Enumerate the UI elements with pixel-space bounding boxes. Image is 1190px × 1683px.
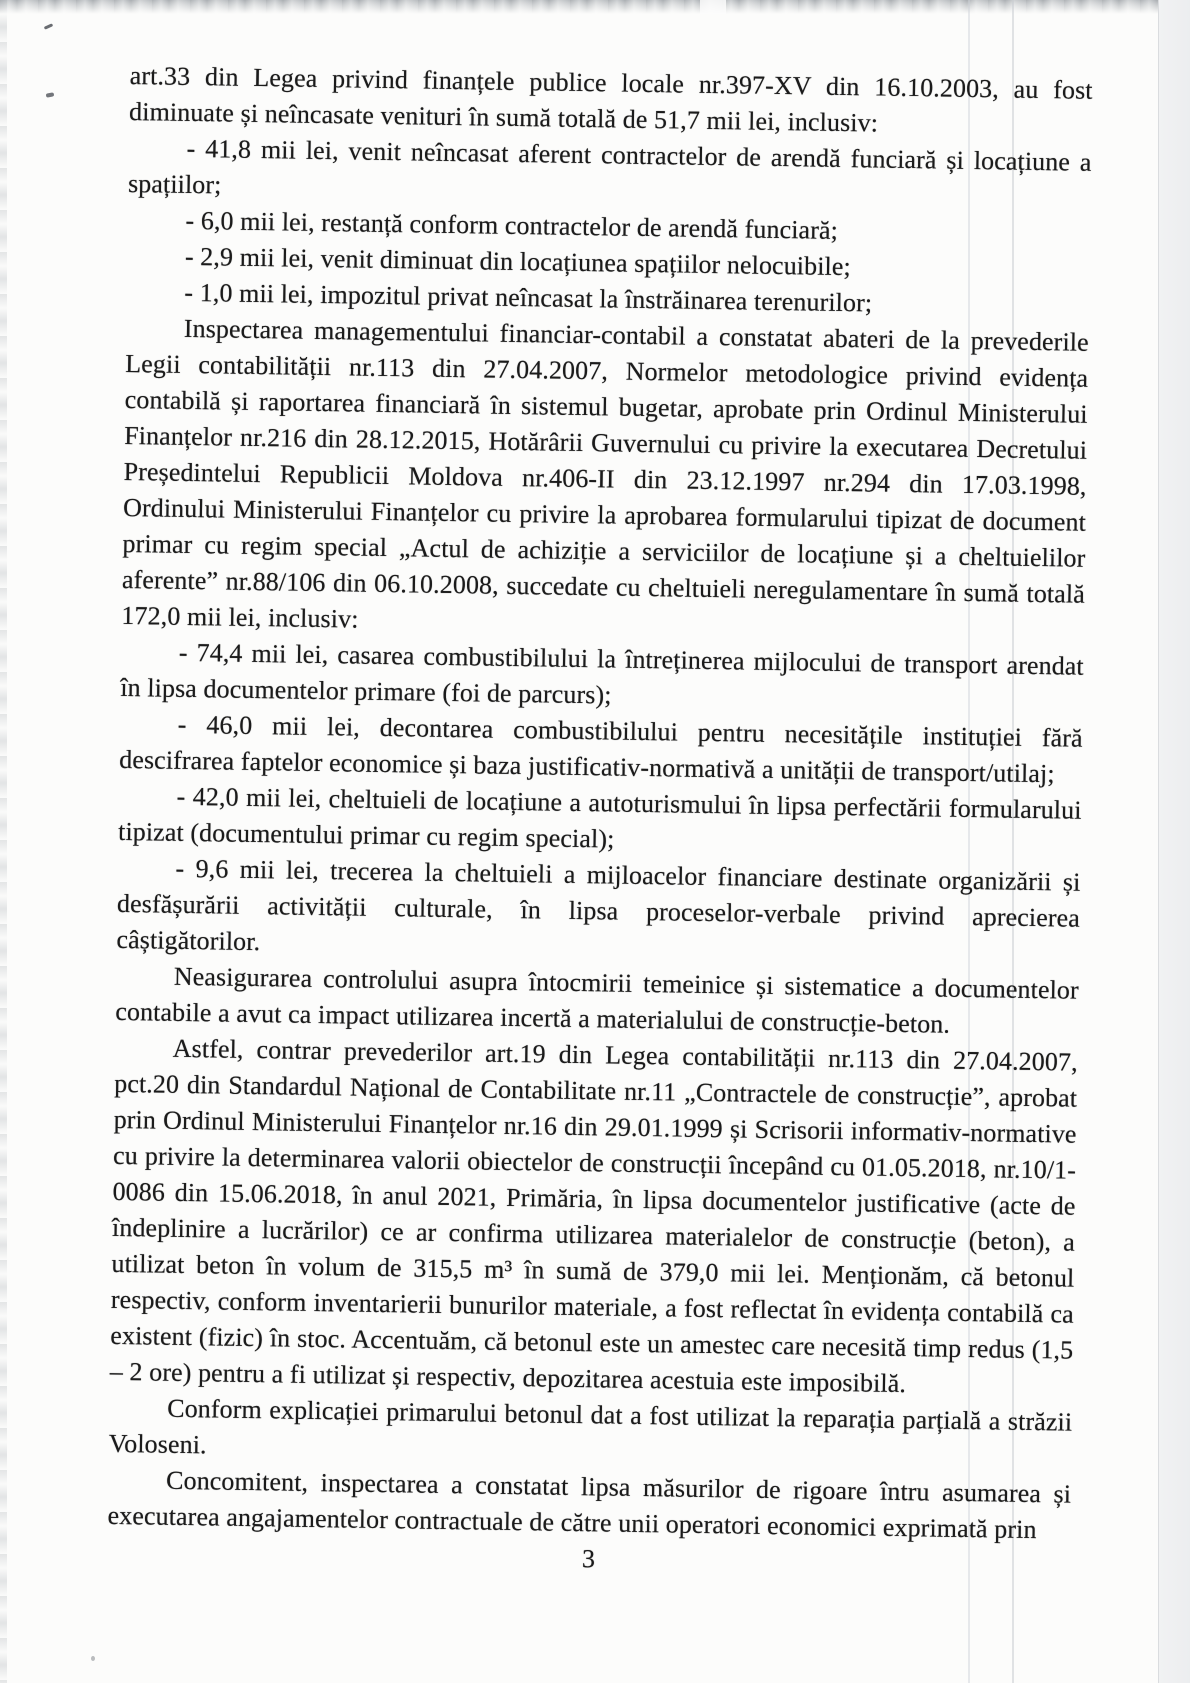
list-item-2-9-mii-lei: - 2,9 mii lei, venit diminuat din locațiunea spațiilor nelocuibile; xyxy=(184,241,852,282)
list-item-46-0-mii-lei: - 46,0 mii lei, decontarea combustibilului pentru necesitățile instituției fără descifrarea faptelor economice și baza justificativ-normativă a unității de transport/utilaj; xyxy=(119,709,1083,789)
paragraph-concomitent-inspectarea: Concomitent, inspectarea a constatat lipsa măsurilor de rigoare întru asumarea și executarea angajamentelor contractuale de către unii operatori economici exprimată prin xyxy=(107,1465,1072,1545)
page-number: 3 xyxy=(581,1544,596,1574)
scan-speck-bottom-left xyxy=(91,1656,95,1661)
list-item-42-0-mii-lei: - 42,0 mii lei, cheltuieli de locațiune a autoturismului în lipsa perfectării formularului tipizat (documentului primar cu regim special); xyxy=(117,781,1082,854)
scan-artifact-left-edge xyxy=(0,0,7,1683)
paragraph-neasigurarea-controlului: Neasigurarea controlului asupra întocmirii temeinice și sistematice a documentelor contabile a avut ca impact utilizarea incertă a materialului de construcție-beton. xyxy=(115,961,1080,1039)
scan-artifact-top-gap xyxy=(700,0,726,14)
paragraph-legea-finante-continuation: art.33 din Legea privind finanțele publice locale nr.397-XV din 16.10.2003, au fost diminuate și neîncasate venituri în sumă totală de 51,7 mii lei, inclusiv: xyxy=(128,60,1093,138)
paragraph-astfel-contrar-prevederilor: Astfel, contrar prevederilor art.19 din Legea contabilității nr.113 din 27.04.2007, pct.20 din Standardul Național de Contabilitate nr.11 „Contractele de construcție”, aprobat prin Ordinul Ministerului Finanțelor nr.16 din 29.01.1999 și Scrisorii informativ-normative cu privire la determinarea valorii obiectelor de construcții începând cu 01.05.2018, nr.10/1-0086 din 15.06.2018, în anul 2021, Primăria, în lipsa documentelor justificative (acte de îndeplinire a lucrărilor) ce ar confirma utilizarea materialelor de construcție (beton), a utilizat beton în volum de 315,5 m³ în sumă de 379,0 mii lei. Menționăm, că betonul respectiv, conform inventarierii bunurilor materiale, a fost reflectat în evidența contabilă ca existent (fizic) în stoc. Accentuăm, că betonul este un amestec care necesită timp redus (1,5 – 2 ore) pentru a fi utilizat și respectiv, depozitarea acestuia este imposibilă. xyxy=(109,1033,1078,1399)
pen-mark-top-left-2 xyxy=(46,92,55,97)
scan-artifact-right-band xyxy=(1158,0,1190,1683)
document-text-block xyxy=(107,58,1093,1585)
pen-mark-top-left-1 xyxy=(44,23,53,29)
list-item-41-8-mii-lei: - 41,8 mii lei, venit neîncasat aferent contractelor de arendă funciară și locațiune a spațiilor; xyxy=(127,133,1092,200)
paragraph-inspectarea-management: Inspectarea managementului financiar-contabil a constatat abateri de la prevederile Legii contabilității nr.113 din 27.04.2007, Normelor metodologice privind evidența contabilă și raportarea financiară în sistemul bugetar, aprobate prin Ordinul Ministerului Finanțelor nr.216 din 28.12.2015, Hotărârii Guvernului cu privire la executarea Decretului Președintelui Republicii Moldova nr.406-II din 23.12.1997 nr.294 din 17.03.1998, Ordinului Ministerului Finanțelor cu privire la aprobarea formularului tipizat de document primar cu regim special „Actul de achiziție a serviciilor de locațiune și a cheltuielilor aferente” nr.88/106 din 06.10.2008, succedate cu cheltuieli neregulamentare în sumă totală 172,0 mii lei, inclusiv: xyxy=(121,313,1089,634)
list-item-9-6-mii-lei: - 9,6 mii lei, trecerea la cheltuieli a mijloacelor financiare destinate organizării și desfășurării activității culturale, în lipsa proceselor-verbale privind aprecierea câștigătorilor. xyxy=(116,853,1081,957)
list-item-6-0-mii-lei: - 6,0 mii lei, restanță conform contractelor de arendă funciară; xyxy=(185,205,839,245)
list-item-1-0-mii-lei: - 1,0 mii lei, impozitul privat neîncasat la înstrăinarea terenurilor; xyxy=(184,277,873,318)
paragraph-conform-explicatiei: Conform explicației primarului betonul dat a fost utilizat la reparația parțială a străzii Voloseni. xyxy=(108,1393,1073,1460)
list-item-74-4-mii-lei: - 74,4 mii lei, casarea combustibilului la întreținerea mijlocului de transport arendat în lipsa documentelor primare (foi de parcurs); xyxy=(120,637,1084,710)
